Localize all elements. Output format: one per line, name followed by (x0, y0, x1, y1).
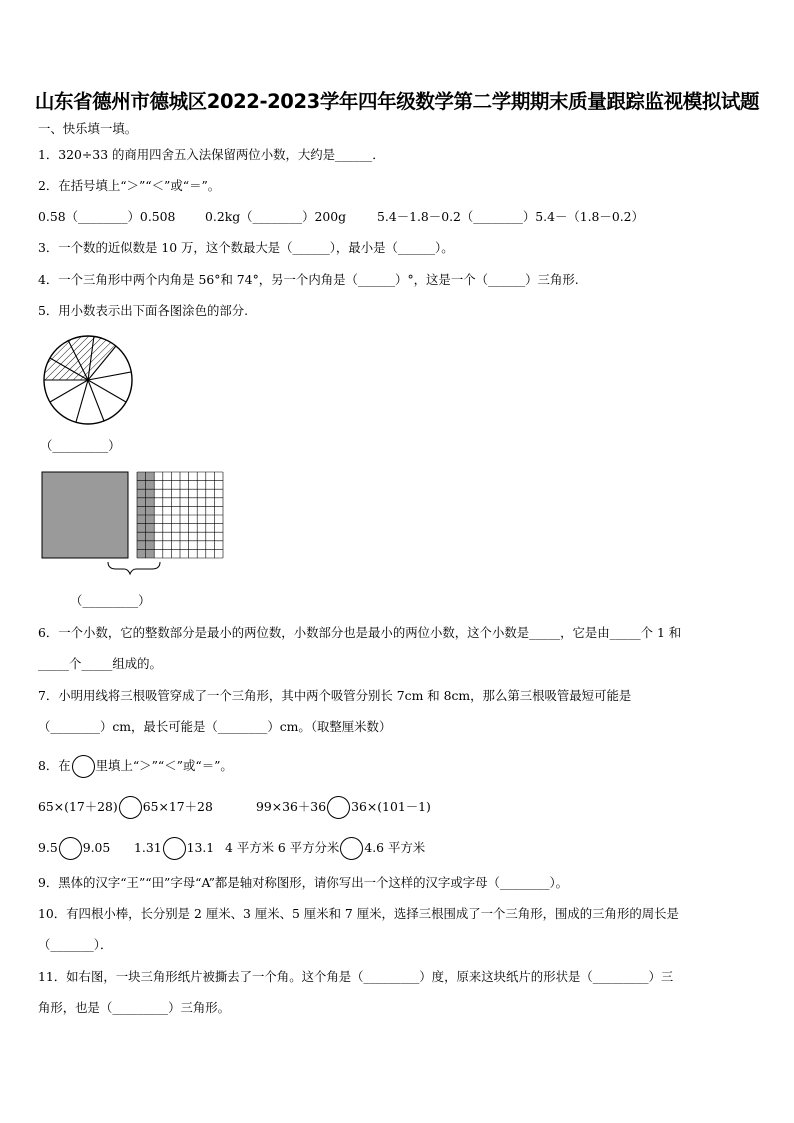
question-8 (38, 755, 233, 778)
page-title: 山东省德州市德城区2022-2023学年四年级数学第二学期期末质量跟踪监视模拟试题 (34, 90, 760, 113)
expr-right: 9.05 (82, 840, 111, 855)
question-9: 9．黑体的汉字“王”“田”字母“A”都是轴对称图形，请你写出一个这样的汉字或字母（________）。 (38, 875, 569, 890)
answer-circle[interactable] (72, 755, 95, 778)
question-8-row-2c (225, 837, 425, 860)
answer-circle[interactable] (59, 837, 82, 860)
expr-left: 9.5 (38, 840, 58, 855)
answer-blank-circle: （_________） (40, 438, 121, 453)
answer-circle[interactable] (119, 796, 142, 819)
question-8-row-1b (256, 796, 431, 819)
answer-circle[interactable] (340, 837, 363, 860)
question-3: 3．一个数的近似数是 10 万，这个数最大是（______），最小是（______）。 (38, 240, 454, 255)
question-4: 4．一个三角形中两个内角是 56°和 74°，另一个内角是（______）°，这是一个（______）三角形. (38, 272, 579, 287)
expr-left: 4 平方米 6 平方分米 (225, 840, 340, 855)
question-8-suffix: 里填上“＞”“＜”或“＝”。 (95, 758, 233, 773)
question-2c: 5.4－1.8－0.2（________）5.4－（1.8－0.2） (377, 209, 644, 224)
question-5: 5．用小数表示出下面各图涂色的部分. (38, 303, 249, 318)
shaded-circle-figure (38, 330, 138, 430)
answer-circle[interactable] (327, 796, 350, 819)
expr-left: 65×(17＋28) (38, 799, 118, 814)
expr-left: 99×36＋36 (256, 799, 327, 814)
question-11-line-2: 角形，也是（_________）三角形。 (38, 1000, 231, 1015)
expr-right: 65×17＋28 (142, 799, 213, 814)
answer-circle[interactable] (163, 837, 186, 860)
expr-right: 36×(101－1) (351, 799, 431, 814)
answer-blank-grid: （_________） (70, 593, 151, 608)
question-1: 1．320÷33 的商用四舍五入法保留两位小数，大约是______． (38, 147, 385, 162)
question-2b: 0.2kg（________）200g (205, 209, 347, 224)
question-10-line-2: （_______）． (38, 937, 113, 952)
question-8-prefix: 8．在 (38, 758, 71, 773)
question-2a: 0.58（________）0.508 (38, 209, 176, 224)
question-7-line-1: 7．小明用线将三根吸管穿成了一个三角形，其中两个吸管分别长 7cm 和 8cm，那么第三根吸管最短可能是 (38, 688, 632, 703)
section-heading: 一、快乐填一填。 (38, 121, 138, 136)
expr-right: 13.1 (186, 840, 215, 855)
question-8-row-2a (38, 837, 110, 860)
shaded-grid-figure (40, 470, 240, 580)
question-8-row-2b (134, 837, 214, 860)
question-6-line-1: 6．一个小数，它的整数部分是最小的两位数，小数部分也是最小的两位小数，这个小数是_____，它是由_____个 1 和 (38, 625, 682, 640)
question-11-line-1: 11．如右图，一块三角形纸片被撕去了一个角。这个角是（_________）度，原来这块纸片的形状是（_________）三 (38, 969, 674, 984)
question-10-line-1: 10．有四根小棒，长分别是 2 厘米、3 厘米、5 厘米和 7 厘米，选择三根围成了一个三角形，围成的三角形的周长是 (38, 906, 679, 921)
question-6-line-2: _____个_____组成的。 (38, 656, 162, 671)
question-7-line-2: （________）cm，最长可能是（________）cm。（取整厘米数） (38, 719, 392, 734)
expr-right: 4.6 平方米 (364, 840, 426, 855)
question-8-row-1a (38, 796, 213, 819)
question-2: 2．在括号填上“＞”“＜”或“＝”。 (38, 178, 221, 193)
expr-left: 1.31 (134, 840, 162, 855)
